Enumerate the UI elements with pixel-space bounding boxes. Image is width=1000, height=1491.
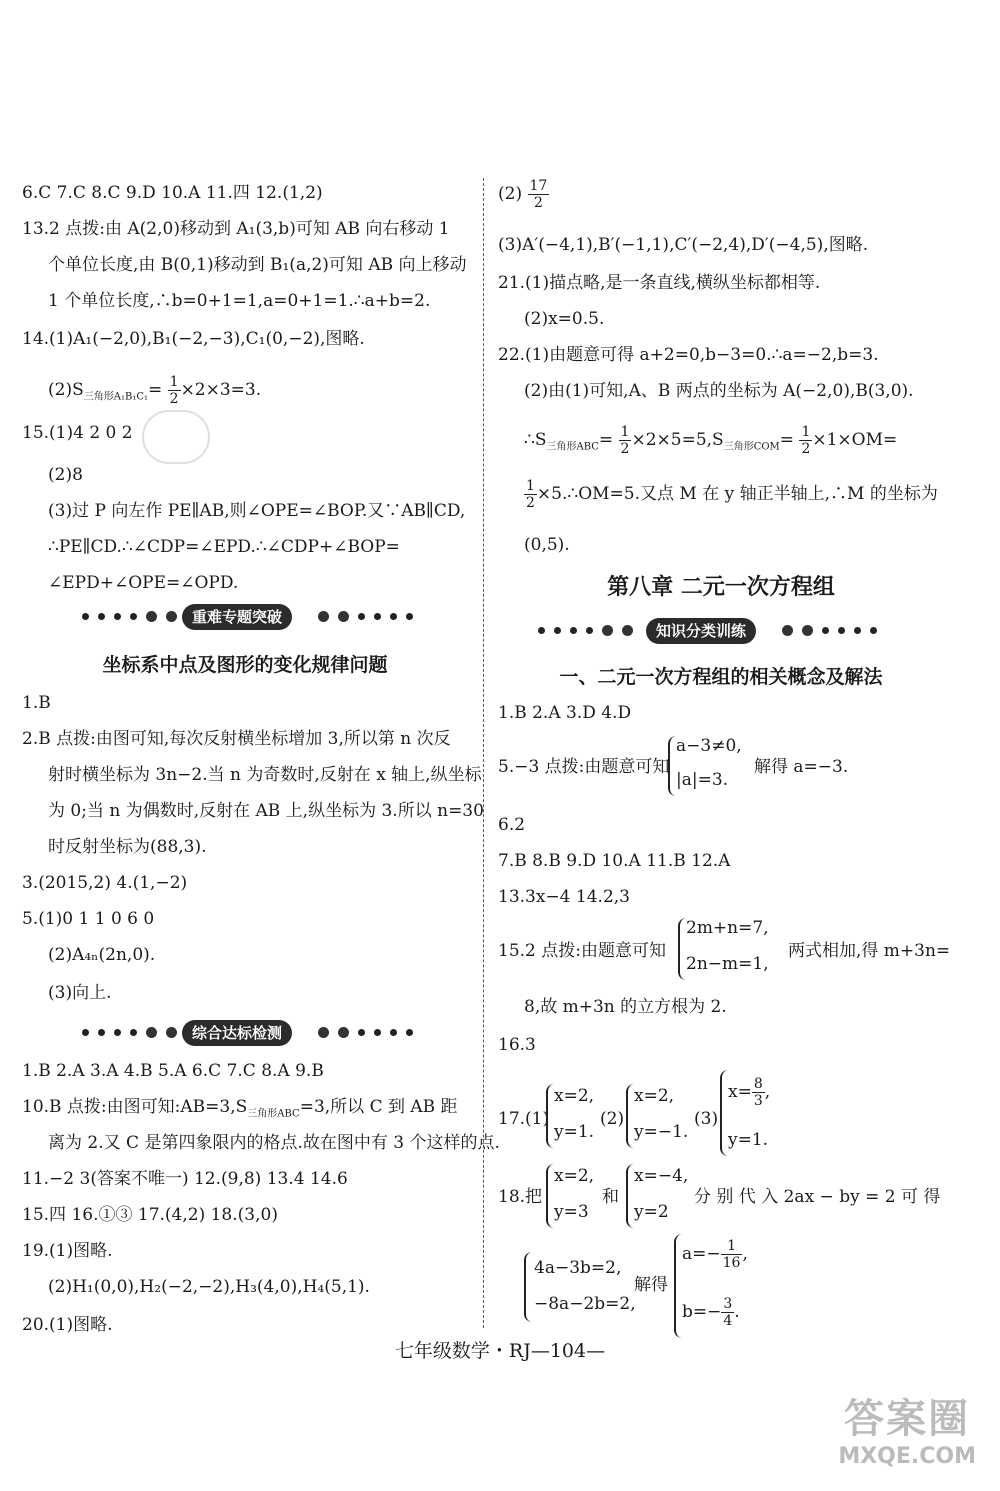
formula-line: (2) $\frac{17}{2}$: [498, 178, 548, 211]
section-title: 一、二元一次方程组的相关概念及解法: [559, 666, 883, 688]
fraction: $\frac{1}{2}$: [620, 424, 630, 457]
answer-line: 3.(2015,2) 4.(1,−2): [22, 873, 188, 893]
answer-line: 17.(1): [498, 1109, 550, 1129]
answer-line: 22.(1)由题意可得 a+2=0,b−3=0.∴a=−2,b=3.: [498, 345, 879, 365]
answer-line: 为 0;当 n 为偶数时,反射在 AB 上,纵坐标为 3.所以 n=30: [48, 801, 484, 821]
banner-label: 重难专题突破: [182, 604, 292, 630]
fraction: $\frac{3}{4}$: [723, 1296, 733, 1329]
answer-line: 1.B 2.A 3.A 4.B 5.A 6.C 7.C 8.A 9.B: [22, 1061, 324, 1081]
section-title: 坐标系中点及图形的变化规律问题: [102, 654, 388, 676]
answer-line: 19.(1)图略.: [22, 1241, 113, 1261]
answer-line: ∠EPD+∠OPE=∠OPD.: [48, 573, 239, 593]
subscript: 三角形A₁B₁C₁: [83, 391, 148, 403]
answer-line: (0,5).: [524, 535, 570, 555]
answer-line: 15.2 点拨:由题意可知: [498, 941, 666, 961]
answer-line: 18.把: [498, 1187, 543, 1207]
formula-line: $\therefore S_{三角形ABC}=$ $\frac{1}{2}$ $\times 2\times 5=5,S_{三角形COM}=$ $\frac{1}{2}$ ×1×OM=: [524, 424, 898, 457]
watermark-logo: 答案圈 MXQE.COM: [838, 1396, 976, 1469]
answer-line: 1 个单位长度,∴b=0+1=1,a=0+1=1.∴a+b=2.: [48, 291, 431, 311]
answer-line: ∴PE∥CD.∴∠CDP=∠EPD.∴∠CDP+∠BOP=: [48, 537, 400, 557]
page-footer: 七年级数学・RJ—104—: [394, 1340, 606, 1362]
answer-line: 1.B: [22, 693, 51, 713]
answer-line: 解得: [634, 1275, 668, 1295]
section-banner: [22, 604, 468, 634]
chapter-title: 第八章 二元一次方程组: [607, 574, 835, 600]
answer-line: 15.四 16.①③ 17.(4,2) 18.(3,0): [22, 1205, 278, 1225]
answer-line: 和: [602, 1187, 619, 1207]
answer-line: (2)由(1)可知,A、B 两点的坐标为 A(−2,0),B(3,0).: [524, 381, 914, 401]
fraction: $\frac{1}{2}$: [801, 424, 811, 457]
formula-text: ×2×3=3.: [180, 380, 262, 400]
answer-line: 20.(1)图略.: [22, 1315, 113, 1335]
column-divider: [483, 178, 484, 1328]
equation-system: 4a−3b=2, −8a−2b=2,: [524, 1252, 636, 1322]
banner-dots: [538, 627, 633, 636]
answer-line: 8,故 m+3n 的立方根为 2.: [524, 997, 727, 1017]
answer-line: 7.B 8.B 9.D 10.A 11.B 12.A: [498, 851, 731, 871]
answer-line: 离为 2.又 C 是第四象限内的格点.故在图中有 3 个这样的点.: [48, 1133, 500, 1153]
section-banner: [498, 618, 944, 648]
banner-dots: [318, 1029, 413, 1038]
equation-system: x=−4, y=2: [626, 1164, 688, 1228]
fraction: $\frac{1}{16}$: [722, 1238, 741, 1271]
fraction: $\frac{1}{2}$: [169, 374, 179, 407]
formula-line: 10.B 点拨:由图可知$:AB=3,S_{三角形ABC}=3$,所以 C 到 AB 距: [22, 1097, 458, 1120]
answer-line: (2)H₁(0,0),H₂(−2,−2),H₃(4,0),H₄(5,1).: [48, 1277, 370, 1297]
fraction: $\frac{1}{2}$: [526, 478, 535, 511]
banner-dots: [82, 613, 177, 622]
equation-system: a=− $\frac{1}{16}$ , b=− $\frac{3}{4}$ .: [674, 1234, 766, 1338]
answer-line: (3): [694, 1109, 719, 1129]
equation-system: a−3≠0, |a|=3.: [668, 736, 770, 796]
banner-label: 知识分类训练: [646, 618, 756, 644]
answer-line: 1.B 2.A 3.D 4.D: [498, 703, 632, 723]
answer-line: 时反射坐标为(88,3).: [48, 837, 207, 857]
answer-line: (3)过 P 向左作 PE∥AB,则∠OPE=∠BOP.又∵AB∥CD,: [48, 501, 466, 521]
answer-line: 13.2 点拨:由 A(2,0)移动到 A₁(3,b)可知 AB 向右移动 1: [22, 219, 450, 239]
banner-dots: [318, 613, 413, 622]
answer-line: (2)x=0.5.: [524, 309, 605, 329]
answer-line: (3)A′(−4,1),B′(−1,1),C′(−2,4),D′(−4,5),图略.: [498, 235, 869, 255]
answer-line: (2)A₄ₙ(2n,0).: [48, 945, 156, 965]
formula-line: [48, 374, 261, 408]
answer-line: 两式相加,得 m+3n=: [788, 941, 951, 961]
answer-line: (2): [600, 1109, 625, 1129]
answer-line: 21.(1)描点略,是一条直线,横纵坐标都相等.: [498, 273, 821, 293]
answer-line: 15.(1)4 2 0 2: [22, 423, 133, 443]
answer-line: 13.3x−4 14.2,3: [498, 887, 630, 907]
subscript: 三角形ABC: [247, 1108, 300, 1120]
answer-line: 5.(1)0 1 1 0 6 0: [22, 909, 155, 929]
banner-label: 综合达标检测: [182, 1020, 292, 1046]
answer-line: 个单位长度,由 B(0,1)移动到 B₁(a,2)可知 AB 向上移动: [48, 255, 467, 275]
answer-line: (2)8: [48, 465, 83, 485]
answer-line: 6.C 7.C 8.C 9.D 10.A 11.四 12.(1,2): [22, 183, 323, 203]
equation-system: x=2, y=−1.: [626, 1084, 698, 1148]
answer-line: 射时横坐标为 3n−2.当 n 为奇数时,反射在 x 轴上,纵坐标: [48, 765, 482, 785]
stamp-mark: [142, 410, 210, 464]
answer-line: 11.−2 3(答案不唯一) 12.(9,8) 13.4 14.6: [22, 1169, 348, 1189]
banner-dots: [82, 1029, 177, 1038]
equation-system: x=2, y=1.: [546, 1084, 608, 1148]
answer-line: 5.−3 点拨:由题意可知: [498, 757, 670, 777]
answer-line: (3)向上.: [48, 983, 112, 1003]
banner-dots: [782, 627, 877, 636]
formula-line: $\frac{1}{2}$ ×5.∴OM=5.又点 M 在 y 轴正半轴上,∴M 的坐标为: [526, 478, 938, 511]
answer-line: 分 别 代 入 2ax − by = 2 可 得: [694, 1187, 941, 1207]
section-banner: [22, 1020, 468, 1050]
equation-system: x= $\frac{8}{3}$ , y=1.: [720, 1070, 812, 1156]
fraction: $\frac{17}{2}$: [529, 178, 548, 211]
answer-line: 16.3: [498, 1035, 536, 1055]
answer-line: 解得 a=−3.: [754, 757, 849, 777]
formula-text: =: [147, 380, 163, 400]
equation-system: 2m+n=7, 2n−m=1,: [678, 918, 780, 980]
answer-line: 14.(1)A₁(−2,0),B₁(−2,−3),C₁(0,−2),图略.: [22, 329, 365, 349]
answer-line: 2.B 点拨:由图可知,每次反射横坐标增加 3,所以第 n 次反: [22, 729, 451, 749]
formula-text: (2)S: [48, 380, 84, 400]
fraction: $\frac{8}{3}$: [753, 1076, 763, 1109]
answer-line: 6.2: [498, 815, 526, 835]
equation-system: x=2, y=3: [546, 1164, 608, 1228]
